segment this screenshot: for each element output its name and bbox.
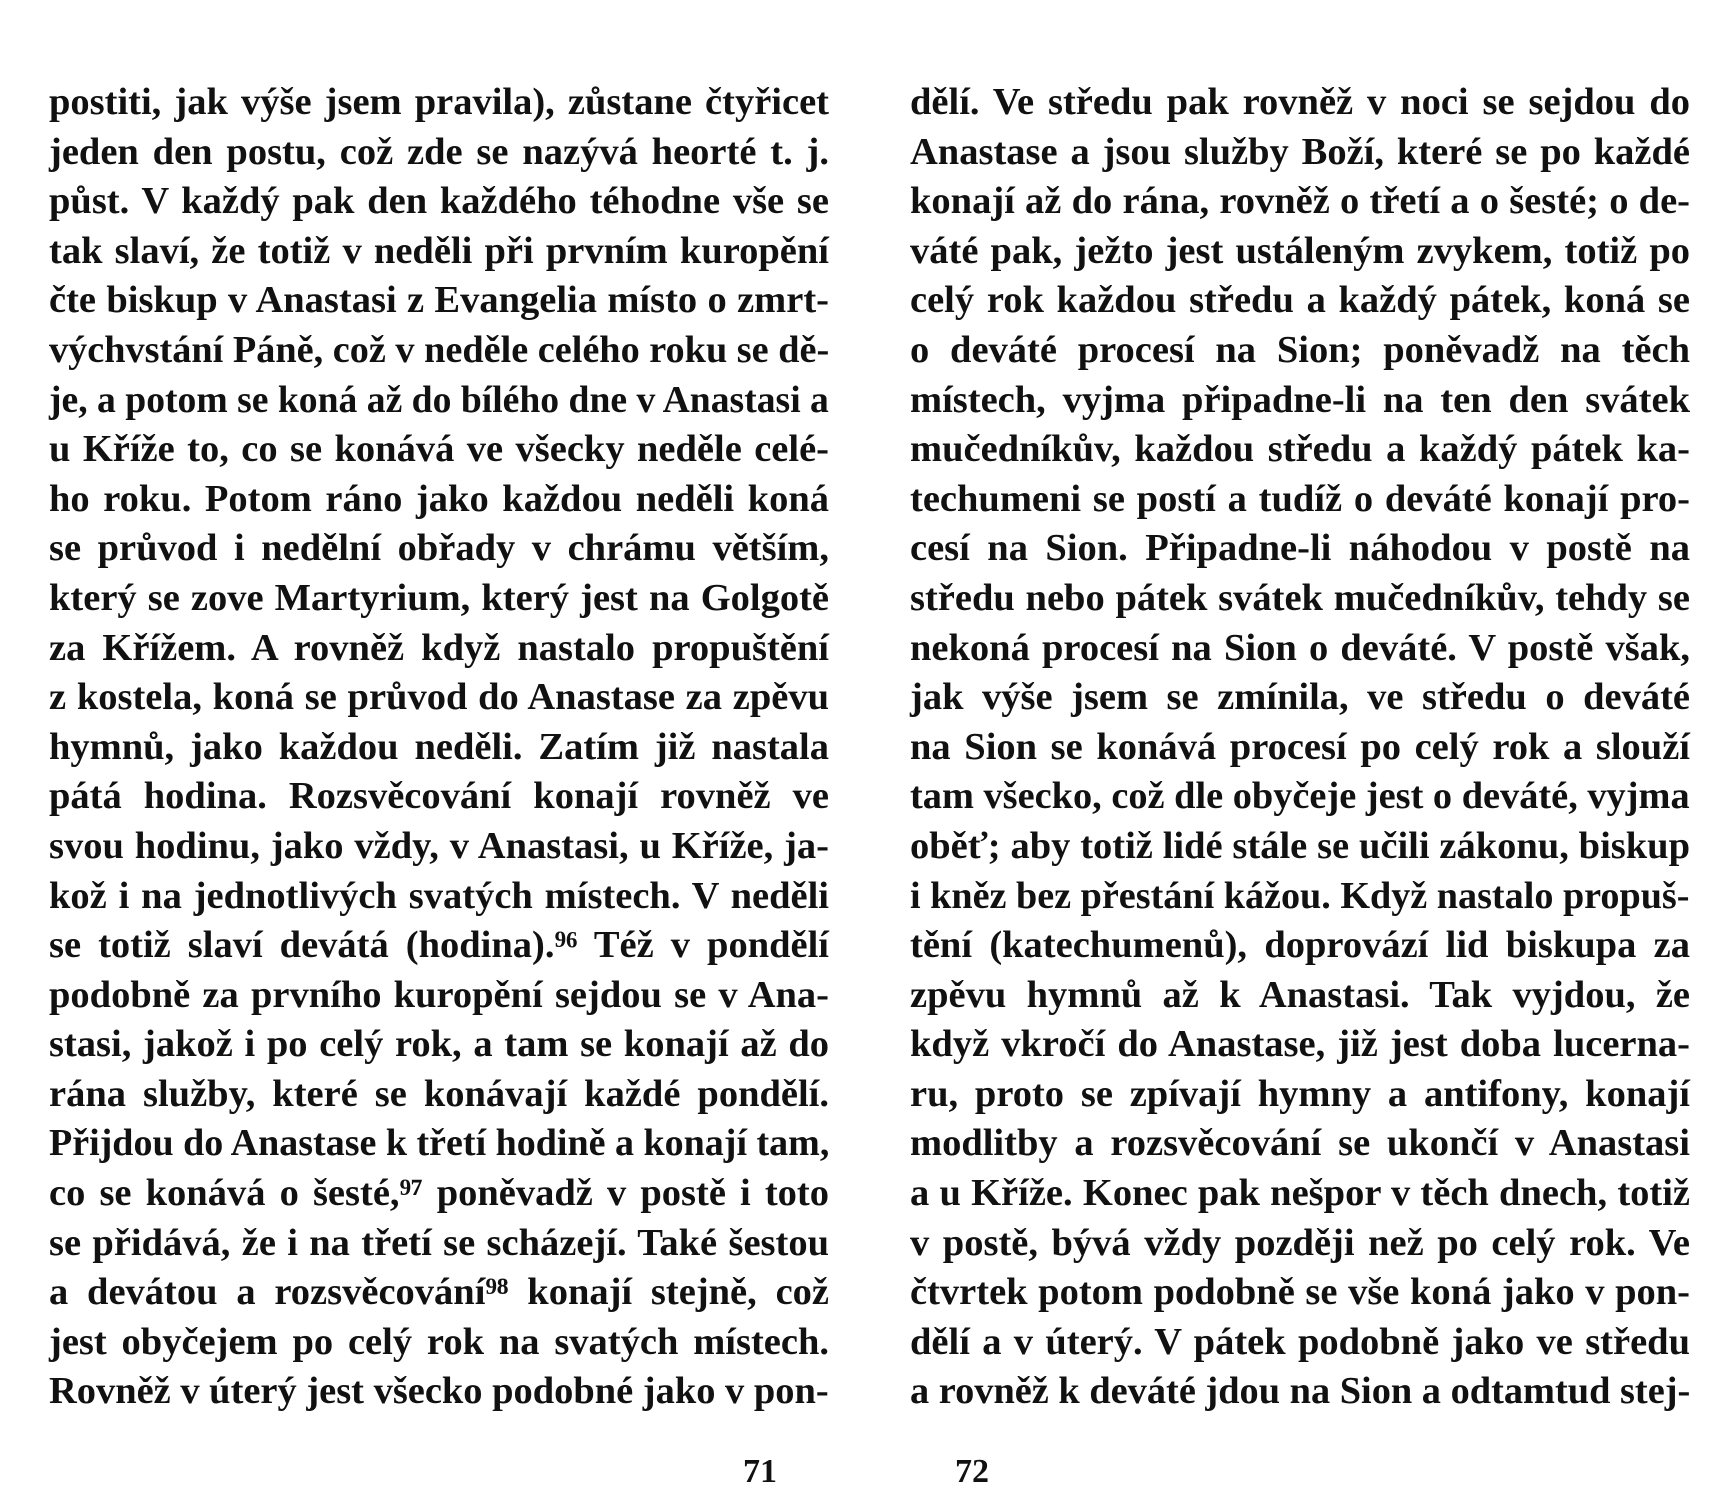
left-page-text-line: se totiž slaví devátá (hodina).⁹⁶ Též v pondělí bbox=[49, 924, 829, 967]
left-page-text-line: půst. V každý pak den každého téhodne vše se bbox=[49, 180, 829, 223]
left-page-text-line: stasi, jakož i po celý rok, a tam se konají až do bbox=[49, 1023, 829, 1066]
left-page-text-line: který se zove Martyrium, který jest na Golgotě bbox=[49, 576, 829, 619]
right-page-text-line: oběť; aby totiž lidé stále se učili zákonu, biskup bbox=[910, 824, 1690, 867]
left-page-text-line: tak slaví, že totiž v neděli při prvním kuropění bbox=[49, 229, 829, 272]
right-page-text bbox=[910, 78, 1690, 1417]
right-page-text-line: o deváté procesí na Sion; poněvadž na těch bbox=[910, 328, 1690, 371]
page-number-right: 72 bbox=[955, 1453, 989, 1490]
left-page-text-line: kož i na jednotlivých svatých místech. V neděli bbox=[49, 874, 829, 917]
right-page-text-line: na Sion se konává procesí po celý rok a slouží bbox=[910, 725, 1690, 768]
left-page-text-line: ho roku. Potom ráno jako každou neděli koná bbox=[49, 477, 829, 520]
left-page-text-line: Rovněž v úterý jest všecko podobné jako v pon- bbox=[49, 1370, 829, 1413]
right-page-text-line: místech, vyjma připadne-li na ten den svátek bbox=[910, 378, 1690, 421]
left-page-text-line: se průvod i nedělní obřady v chrámu větším, bbox=[49, 527, 829, 570]
right-page-text-line: dělí. Ve středu pak rovněž v noci se sejdou do bbox=[910, 81, 1690, 123]
right-page-text-line: jak výše jsem se zmínila, ve středu o deváté bbox=[910, 676, 1690, 719]
left-page-text-line: co se konává o šesté,⁹⁷ poněvadž v postě i toto bbox=[49, 1172, 829, 1215]
left-page-text-line: postiti, jak výše jsem pravila), zůstane čtyřicet bbox=[49, 81, 829, 123]
right-page-text-line: když vkročí do Anastase, již jest doba lucerna- bbox=[910, 1023, 1690, 1066]
left-page-text-line: z kostela, koná se průvod do Anastase za zpěvu bbox=[49, 676, 829, 719]
right-page-text-line: a rovněž k deváté jdou na Sion a odtamtud stej- bbox=[910, 1370, 1691, 1413]
right-page-text-line: tění (katechumenů), doprovází lid biskupa za bbox=[910, 924, 1690, 967]
right-page-text-line: zpěvu hymnů až k Anastasi. Tak vyjdou, že bbox=[910, 973, 1690, 1016]
left-page-text-line: se přidává, že i na třetí se scházejí. Také šestou bbox=[49, 1221, 829, 1264]
left-page-text-line: u Kříže to, co se konává ve všecky neděle celé- bbox=[49, 428, 829, 471]
left-page-text-line: podobně za prvního kuropění sejdou se v Ana- bbox=[49, 973, 829, 1016]
right-page-text-line: i kněz bez přestání kážou. Když nastalo propuš- bbox=[910, 874, 1690, 917]
right-page-text-line: ru, proto se zpívají hymny a antifony, konají bbox=[910, 1072, 1690, 1115]
right-page-text-line: Anastase a jsou služby Boží, které se po každé bbox=[910, 130, 1690, 173]
left-page-text-line: za Křížem. A rovněž když nastalo propuštění bbox=[49, 626, 829, 669]
right-page-text-line: a u Kříže. Konec pak nešpor v těch dnech, totiž bbox=[910, 1172, 1690, 1215]
right-page-text-line: techumeni se postí a tudíž o deváté konají pro- bbox=[910, 477, 1690, 520]
right-page-text-line: nekoná procesí na Sion o deváté. V postě však, bbox=[910, 626, 1690, 669]
left-page-text-line: výchvstání Páně, což v neděle celého roku se dě- bbox=[49, 328, 830, 371]
right-page-text-line: středu nebo pátek svátek mučedníkův, tehdy se bbox=[910, 576, 1690, 619]
left-page-text-line: svou hodinu, jako vždy, v Anastasi, u Kříže, ja- bbox=[49, 824, 829, 867]
left-page-text-line: čte biskup v Anastasi z Evangelia místo o zmrt- bbox=[49, 279, 829, 322]
right-page-text-line: v postě, bývá vždy později než po celý rok. Ve bbox=[910, 1221, 1690, 1264]
right-page-text-line: mučedníkův, každou středu a každý pátek ka- bbox=[910, 428, 1690, 471]
left-page-text-line: rána služby, které se konávají každé pondělí. bbox=[49, 1072, 829, 1115]
left-page-text-line: hymnů, jako každou neděli. Zatím již nastala bbox=[49, 725, 829, 768]
left-page-text bbox=[49, 78, 829, 1417]
right-page-text-line: modlitby a rozsvěcování se ukončí v Anastasi bbox=[910, 1122, 1690, 1165]
left-page-text-line: a devátou a rozsvěcování⁹⁸ konají stejně, což bbox=[49, 1271, 829, 1314]
page-number-left: 71 bbox=[743, 1453, 777, 1490]
left-page-text-line: pátá hodina. Rozsvěcování konají rovněž ve bbox=[49, 775, 829, 818]
right-page-text-line: čtvrtek potom podobně se vše koná jako v pon- bbox=[910, 1271, 1690, 1314]
right-page-text-line: cesí na Sion. Připadne-li náhodou v postě na bbox=[910, 527, 1690, 570]
right-page-text-line: tam všecko, což dle obyčeje jest o deváté, vyjma bbox=[910, 775, 1690, 818]
right-page-text-line: konají až do rána, rovněž o třetí a o šesté; o de- bbox=[910, 180, 1690, 223]
left-page-text-line: jest obyčejem po celý rok na svatých místech. bbox=[49, 1320, 829, 1363]
right-page-text-line: váté pak, ježto jest ustáleným zvykem, totiž po bbox=[910, 229, 1690, 272]
left-page-text-line: je, a potom se koná až do bílého dne v Anastasi a bbox=[49, 378, 829, 421]
left-page-text-line: Přijdou do Anastase k třetí hodině a konají tam, bbox=[49, 1122, 830, 1165]
right-page-text-line: celý rok každou středu a každý pátek, koná se bbox=[910, 279, 1690, 322]
right-page-text-line: dělí a v úterý. V pátek podobně jako ve středu bbox=[910, 1320, 1690, 1363]
left-page-text-line: jeden den postu, což zde se nazývá heorté t. j. bbox=[49, 130, 829, 173]
